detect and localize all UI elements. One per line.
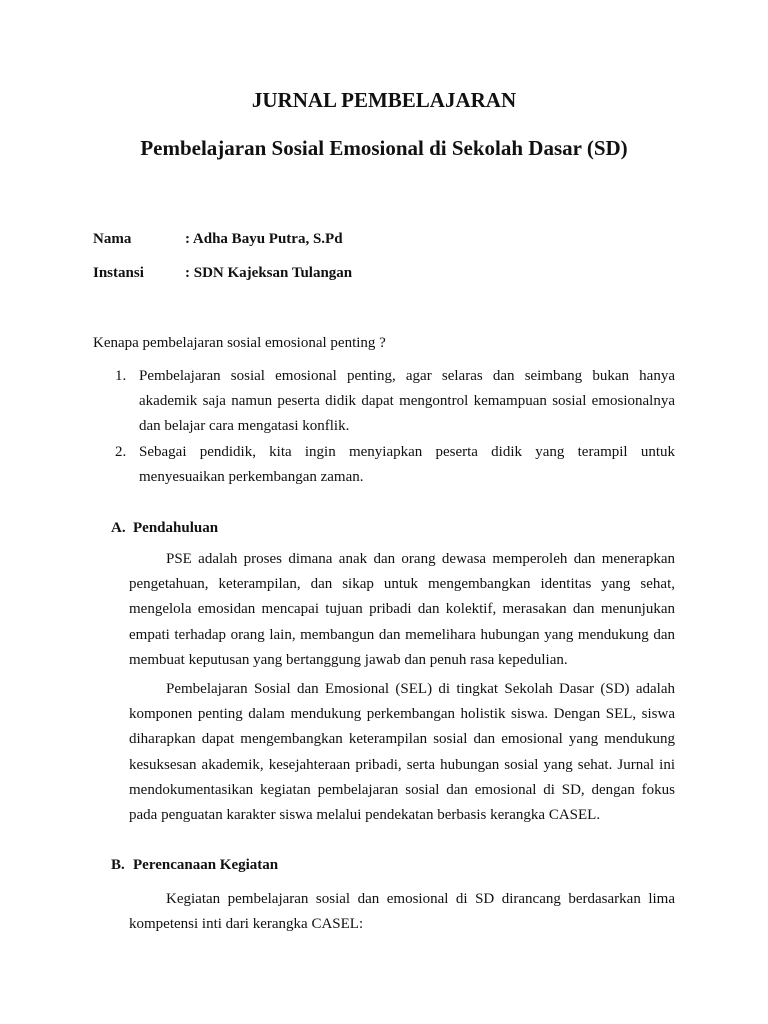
institution-label: Instansi bbox=[93, 265, 144, 281]
institution-value: : SDN Kajeksan Tulangan bbox=[185, 265, 353, 281]
section-a-title: Pendahuluan bbox=[133, 520, 219, 536]
document-title: JURNAL PEMBELAJARAN bbox=[251, 88, 517, 112]
section-a-heading bbox=[111, 518, 218, 538]
name-value: : Adha Bayu Putra, S.Pd bbox=[185, 231, 343, 247]
section-a-paragraph-1: PSE adalah proses dimana anak dan orang dewasa memperoleh dan menerapkan pengetahuan, keterampilan, dan sikap untuk mengembangkan identitas yang sehat, mengelola emosidan mencapai tujuan pribadi dan kolektif, merasakan dan menunjukan empati terhadap orang lain, membangun dan memelihara hubungan yang mendukung dan membuat keputusan yang bertanggung jawab dan penuh rasa kepedulian. bbox=[129, 551, 675, 668]
name-label: Nama bbox=[93, 231, 132, 247]
list-item-number: 1. bbox=[115, 368, 127, 384]
question-text: Kenapa pembelajaran sosial emosional penting ? bbox=[93, 335, 386, 351]
list-item-text: Sebagai pendidik, kita ingin menyiapkan peserta didik yang terampil untuk menyesuaikan perkembangan zaman. bbox=[139, 444, 675, 485]
section-a-paragraph-2: Pembelajaran Sosial dan Emosional (SEL) di tingkat Sekolah Dasar (SD) adalah komponen penting dalam mendukung perkembangan holistik siswa. Dengan SEL, siswa diharapkan dapat mengembangkan keterampilan sosial dan emosional yang mendukung kesuksesan akademik, kesejahteraan pribadi, serta hubungan sosial yang sehat. Jurnal ini mendokumentasikan kegiatan pembelajaran sosial dan emosional di SD, dengan fokus pada penguatan karakter siswa melalui pendekatan berbasis kerangka CASEL. bbox=[129, 681, 675, 824]
section-b-heading bbox=[111, 855, 278, 875]
section-b-paragraph-1: Kegiatan pembelajaran sosial dan emosional di SD dirancang berdasarkan lima kompetensi inti dari kerangka CASEL: bbox=[129, 891, 675, 933]
section-b-letter: B. bbox=[111, 857, 125, 873]
list-item-text: Pembelajaran sosial emosional penting, agar selaras dan seimbang bukan hanya akademik saja namun peserta didik dapat mengontrol kemampuan sosial emosionalnya dan belajar cara mengatasi konflik. bbox=[139, 368, 675, 434]
list-item-number: 2. bbox=[115, 444, 127, 460]
section-b-title: Perencanaan Kegiatan bbox=[133, 857, 279, 873]
section-a-letter: A. bbox=[111, 520, 126, 536]
document-subtitle: Pembelajaran Sosial Emosional di Sekolah Dasar (SD) bbox=[140, 136, 628, 160]
